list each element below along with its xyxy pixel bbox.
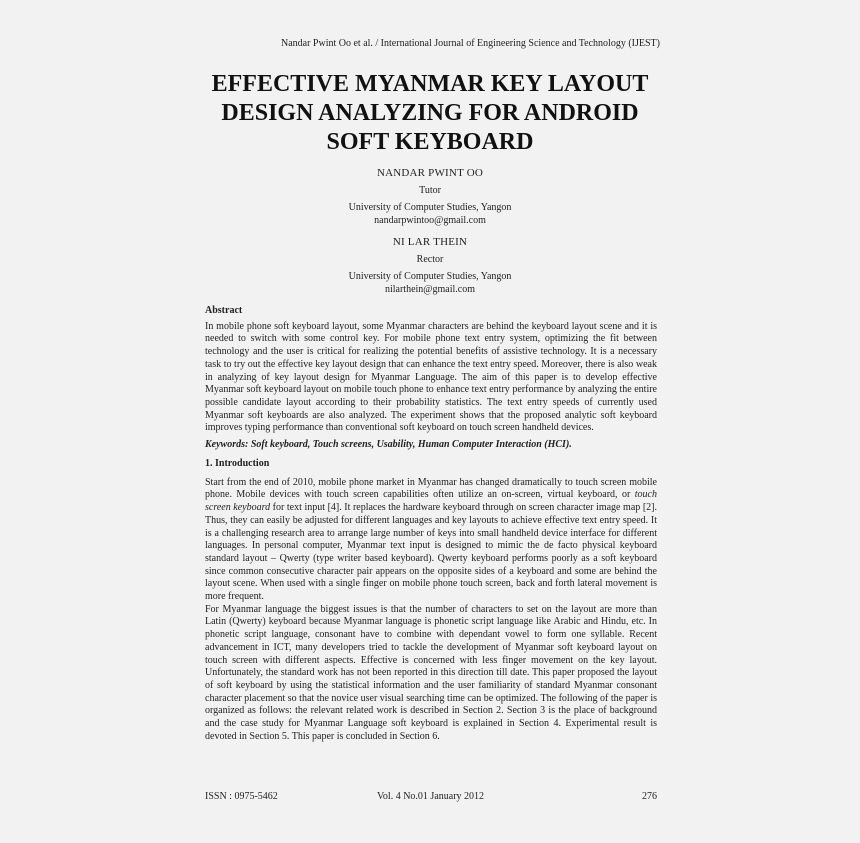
author-role: Tutor [419,185,441,196]
author-email: nilarthein@gmail.com [384,284,476,295]
author-affiliation: University of Computer Studies, Yangon [348,271,512,282]
author-block [230,236,630,296]
author-affiliation: University of Computer Studies, Yangon [348,202,512,213]
paper-title [180,70,680,157]
title-line: DESIGN ANALYZING FOR ANDROID [221,100,639,126]
page-number: 276 [642,791,657,802]
intro-emphasis: touch screen keyboard [205,489,657,514]
intro-text: for text input [4]. It replaces the hardware keyboard through on screen character image map [2]. Thus, they can easily be adjusted for different languages and key layouts to achieve effective text entry speed. It is a challenging research area to arrange large number of keys into small handheld device interface for different languages. In personal computer, Myanmar text input is designed to mimic the de facto physical keyboard standard layout – Qwerty (type writer based keyboard). Qwerty keyboard performs poorly as a soft keyboard since common consecutive character pair appears on the opposite sides of a keyboard and some are behind the layout scene. When used with a single finger on mobile phone touch screen, back and forth lateral movement is more frequent. [205,502,657,603]
author-block [230,167,630,227]
running-head: Nandar Pwint Oo et al. / International Journal of Engineering Science and Technology (IJEST) [280,38,660,49]
introduction-heading: 1. Introduction [205,458,270,469]
introduction-paragraph [205,477,657,604]
abstract-section [205,305,657,452]
title-line: SOFT KEYBOARD [326,129,534,155]
author-name: NI LAR THEIN [392,236,468,248]
author-name: NANDAR PWINT OO [376,167,484,179]
footer-volume: Vol. 4 No.01 January 2012 [377,791,485,802]
keywords: Keywords: Soft keyboard, Touch screens, Usability, Human Computer Interaction (HCI). [205,439,572,451]
introduction-paragraph: For Myanmar language the biggest issues is that the number of characters to set on the layout are more than Latin (Qwerty) keyboard because Myanmar language is phonetic script language like Arabic and Hindu, etc. In phonetic script language, consonant have to combine with dependant vowel to form one syllable. Recent advancement in ICT, many developers tried to tackle the development of Myanmar soft keyboard layout on touch screen with different aspects. Effective is concerned with less finger movement on the key layout. Unfortunately, the standard work has not been reported in this direction till date. This paper proposed the layout of soft keyboard by using the statistical information and the user familiarity of standard Myanmar consonant character placement so that the novice user visual searching time can be optimized. The following of the paper is organized as follows: the relevant related work is described in Section 2. Section 3 is the place of background and the case study for Myanmar Language soft keyboard is explained in Section 4. Experimental result is devoted in Section 5. This paper is concluded in Section 6. [205,603,657,742]
author-role: Rector [416,254,444,265]
introduction-section [205,458,657,743]
abstract-heading: Abstract [205,305,243,316]
abstract-text: In mobile phone soft keyboard layout, some Myanmar characters are behind the keyboard layout scene and it is needed to switch with some control key. For mobile phone text entry system, optimizing the fit between technology and the user is critical for realizing the potential benefits of assistive technology. It is a necessary task to try out the effective key layout design that can enhance the text entry speed. Moreover, there is also weak in analyzing of key layout design for Myanmar Language. The aim of this paper is to develop effective Myanmar soft keyboard layout on mobile touch phone to enhance text entry performance by analyzing the entire possible candidate layout according to their probability statistics. The text entry speeds of currently used Myanmar soft keyboards are also analyzed. The experiment shows that the proposed analytic soft keyboard improves typing performance than conventional soft keyboard on touch screen handheld devices. [205,320,657,434]
intro-text: Start from the end of 2010, mobile phone market in Myanmar has changed dramatically to touch screen mobile phone. Mobile devices with touch screen capabilities often utilize an on-screen, virtual keyboard, or [205,476,657,501]
title-line: EFFECTIVE MYANMAR KEY LAYOUT [211,71,649,97]
author-email: nandarpwintoo@gmail.com [374,215,486,226]
footer-issn: ISSN : 0975-5462 [205,791,278,802]
